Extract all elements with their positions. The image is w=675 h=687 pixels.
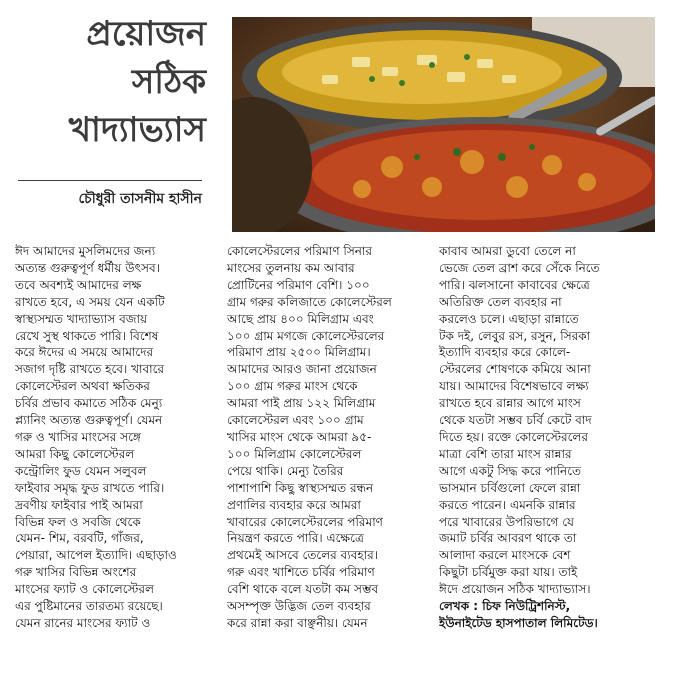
article-column-3-text: কাবাব আমরা ডুবো তেলে না ভেজে তেল ব্রাশ করে সেঁকে নিতে পারি। ঝলসানো কাবাবের ক্ষেত্রে অতিরিক্ত তেল ব্যবহার না করলেও চলে। এছাড়া রান্নাতে টক দই, লেবুর রস, রসুন, সিরকা ইত্যাদি ব্যবহার করে কোলে- স্টেরলের শোষণকে কমিয়ে আনা যায়। আমাদের বিশেষভাবে লক্ষ্য রাখতে হবে রান্নার আগে মাংস থেকে যতটা সম্ভব চর্বি কেটে বাদ দিতে হয়। রক্তে কোলেস্টেরলের মাত্রা বেশি তারা মাংস রান্নার আগে একটু সিদ্ধ করে পানিতে ভাসমান চর্বিগুলো ফেলে রান্না করতে পারেন। এমনকি রান্নার পরে খাবারের উপরিভাগে যে জমাট চর্বির আবরণ থাকে তা আলাদা করলে মাংসকে বেশ কিছুটা চর্বিমুক্ত করা যায়। তাই ঈদে প্রয়োজন সঠিক খাদ্যাভ্যাস।	[439, 244, 600, 597]
food-platters-image	[232, 17, 655, 232]
byline-divider	[18, 180, 202, 181]
headline-line-2: সঠিক	[131, 62, 206, 102]
article-column-2: কোলেস্টেরলের পরিমাণ সিনার মাংসের তুলনায় কম আবার প্রোটিনের পরিমাণ বেশি। ১০০ গ্রাম গরুর কলিজাতে কোলেস্টেরল আছে প্রায় ৪০০ মিলিগ্রাম এবং ১০০ গ্রাম মগজে কোলেস্টেরলের পরিমাণ প্রায় ২৫০০ মিলিগ্রাম। আমাদের আরও জানা প্রয়োজন ১০০ গ্রাম গরুর মাংস থেকে আমরা পাই প্রায় ১২২ মিলিগ্রাম কোলেস্টেরল এবং ১০০ গ্রাম খাসির মাংস থেকে আমরা ৯৫- ১০০ মিলিগ্রাম কোলেস্টেরল পেয়ে থাকি। মেন্যু তৈরির পাশাপাশি কিছু স্বাস্থ্যসম্মত রন্ধন প্রণালির ব্যবহার করে আমরা খাবারের কোলেস্টেরলের পরিমাণ নিয়ন্ত্রণ করতে পারি। এক্ষেত্রে প্রথমেই আসবে তেলের ব্যবহার। গরু এবং খাশিতে চর্বির পরিমাণ বেশি থাকে বলে যতটা কম সম্ভব অসম্পৃক্ত উদ্ভিজ তেল ব্যবহার করে রান্না করা বাঞ্ছনীয়। যেমন	[227, 244, 392, 630]
headline	[0, 10, 220, 154]
author-note: লেখক : চিফ নিউট্রিশনিস্ট, ইউনাইটেড হাসপাতাল লিমিটেড।	[439, 599, 598, 630]
food-illustration	[232, 17, 655, 232]
article-column-3	[439, 243, 643, 683]
headline-line-3: খাদ্যাভ্যাস	[68, 110, 206, 150]
headline-line-1: প্রয়োজন	[86, 14, 206, 54]
article-body	[15, 243, 657, 683]
byline: চৌধুরী তাসনীম হাসীন	[78, 191, 202, 207]
article-column-1: ঈদ আমাদের মুসলিমদের জন্য অত্যন্ত গুরুত্বপূর্ণ ধর্মীয় উৎসব। তবে অবশ্যই আমাদের লক্ষ রাখতে হবে, এ সময় যেন একটি স্বাস্থ্যসম্মত খাদ্যাভ্যাস বজায় রেখে সুস্থ থাকতে পারি। বিশেষ করে ঈদের এ সময়ে আমাদের সজাগ দৃষ্টি রাখতে হবে। খাবারে কোলেস্টেরল অথবা ক্ষতিকর চর্বির প্রভাব কমাতে সঠিক মেন্যু প্ল্যানিং অত্যন্ত গুরুত্বপূর্ণ। যেমন গরু ও খাসির মাংসের সঙ্গে আমরা কিছু কোলেস্টেরল কন্ট্রোলিং ফুড যেমন সলুবল ফাইবার সমৃদ্ধ ফুড রাখতে পারি। দ্রবণীয় ফাইবার পাই আমরা বিভিন্ন ফল ও সবজি থেকে যেমন- শিম, বরবটি, গাঁজর, পেয়ারা, আপেল ইত্যাদি। এছাড়াও গরু খাসির বিভিন্ন অংশের মাংসের ফ্যাট ও কোলেস্টেরল এর পুষ্টিমানের তারতম্য রয়েছে। যেমন রানের মাংসের ফ্যাট ও	[15, 244, 177, 630]
